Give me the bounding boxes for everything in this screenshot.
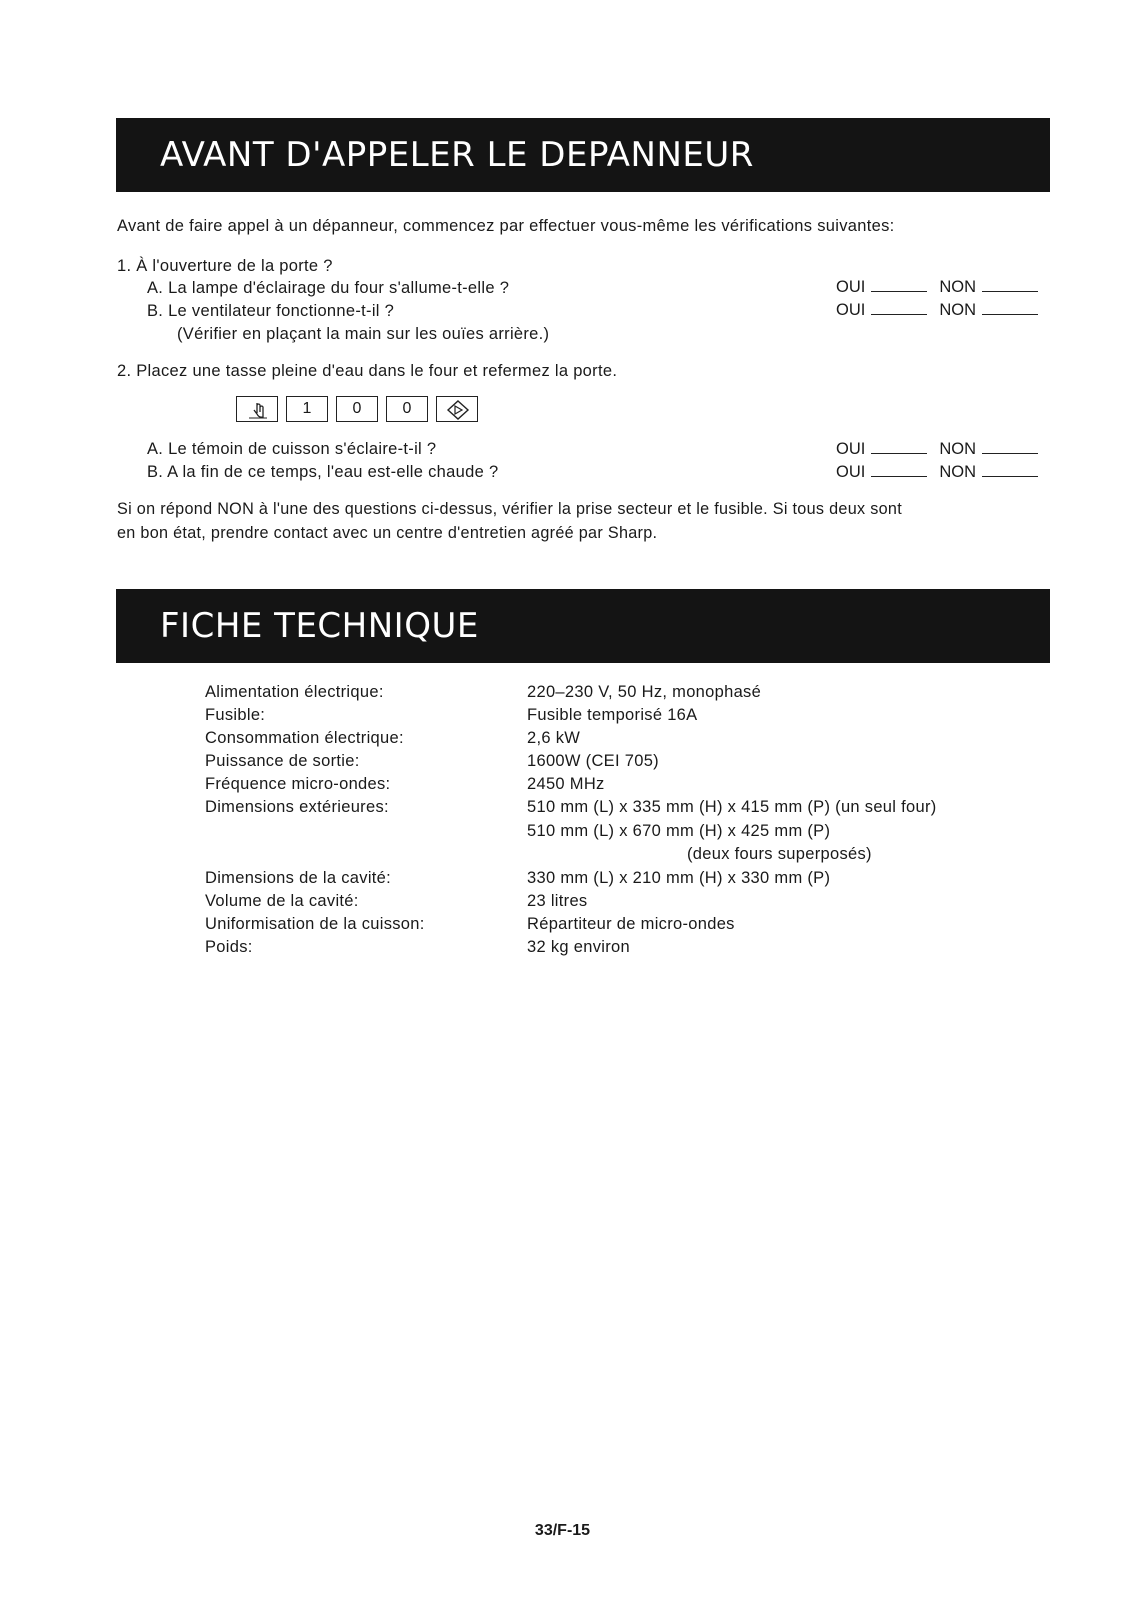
spec-value: 510 mm (L) x 670 mm (H) x 425 mm (P) [527,822,831,840]
spec-value: 23 litres [527,892,588,910]
spec-label: Dimensions de la cavité: [205,869,392,887]
start-key-icon [436,396,478,422]
digit-key: 0 [386,396,428,422]
no-blank[interactable] [982,464,1038,477]
spec-value: 220–230 V, 50 Hz, monophasé [527,683,762,701]
spec-value: Fusible temporisé 16A [527,706,698,724]
yes-blank[interactable] [871,302,927,315]
no-label: NON [939,440,977,458]
spec-label: Fréquence micro-ondes: [205,775,391,793]
yes-label: OUI [836,463,866,481]
yes-label: OUI [836,440,866,458]
no-label: NON [939,301,977,319]
question-1a: A. La lampe d'éclairage du four s'allume-t-elle ? [147,279,510,297]
conclusion-line-2: en bon état, prendre contact avec un centre d'entretien agréé par Sharp. [117,524,658,542]
section-title-fiche-technique: FICHE TECHNIQUE [116,589,1050,663]
spec-value: (deux fours superposés) [687,845,872,863]
question-2a: A. Le témoin de cuisson s'éclaire-t-il ? [147,440,437,458]
spec-label: Volume de la cavité: [205,892,359,910]
answer-1a [836,278,1038,297]
no-blank[interactable] [982,279,1038,292]
digit-key: 0 [336,396,378,422]
page-number: 33/F-15 [534,1522,591,1539]
digit-key: 1 [286,396,328,422]
conclusion-line-1: Si on répond NON à l'une des questions ci-dessus, vérifier la prise secteur et le fusible. Si tous deux sont [117,500,902,518]
no-label: NON [939,278,977,296]
spec-label: Uniformisation de la cuisson: [205,915,425,933]
spec-label: Poids: [205,938,253,956]
question-1: 1. À l'ouverture de la porte ? [117,257,333,275]
section-title-depanneur: AVANT D'APPELER LE DEPANNEUR [116,118,1050,192]
yes-blank[interactable] [871,464,927,477]
spec-label: Alimentation électrique: [205,683,384,701]
spec-label: Puissance de sortie: [205,752,360,770]
yes-blank[interactable] [871,441,927,454]
intro-text: Avant de faire appel à un dépanneur, commencez par effectuer vous-même les vérifications suivantes: [117,217,895,235]
question-1-note: (Vérifier en plaçant la main sur les ouïes arrière.) [177,325,550,343]
spec-value: 510 mm (L) x 335 mm (H) x 415 mm (P) (un seul four) [527,798,937,816]
answer-2b [836,463,1038,482]
yes-label: OUI [836,301,866,319]
spec-value: 1600W (CEI 705) [527,752,659,770]
spec-label: Consommation électrique: [205,729,404,747]
power-key-icon [236,396,278,422]
spec-value: 2450 MHz [527,775,605,793]
no-blank[interactable] [982,302,1038,315]
answer-1b [836,301,1038,320]
question-2b: B. A la fin de ce temps, l'eau est-elle chaude ? [147,463,499,481]
spec-value: 330 mm (L) x 210 mm (H) x 330 mm (P) [527,869,831,887]
answer-2a [836,440,1038,459]
spec-label: Dimensions extérieures: [205,798,389,816]
spec-value: 2,6 kW [527,729,581,747]
spec-label: Fusible: [205,706,266,724]
yes-blank[interactable] [871,279,927,292]
spec-value: Répartiteur de micro-ondes [527,915,735,933]
yes-label: OUI [836,278,866,296]
question-1b: B. Le ventilateur fonctionne-t-il ? [147,302,395,320]
question-2: 2. Placez une tasse pleine d'eau dans le four et refermez la porte. [117,362,618,380]
spec-value: 32 kg environ [527,938,630,956]
no-blank[interactable] [982,441,1038,454]
no-label: NON [939,463,977,481]
